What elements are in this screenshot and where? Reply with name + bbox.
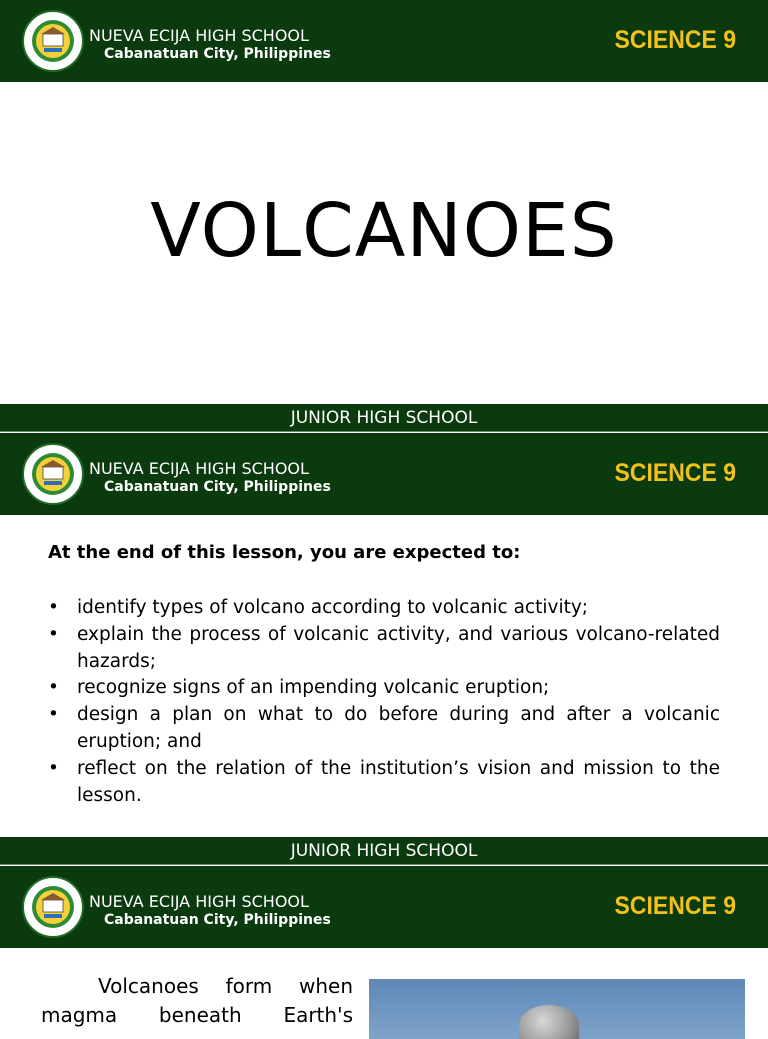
page-title: VOLCANOES <box>150 188 618 274</box>
objective-item: • design a plan on what to do before during and after a volcanic eruption; and <box>48 702 720 756</box>
volcano-photo <box>369 979 745 1039</box>
objective-item: • identify types of volcano according to volcanic activity; <box>48 595 720 622</box>
slide1-footer: JUNIOR HIGH SCHOOL <box>0 404 768 432</box>
slide2-footer: JUNIOR HIGH SCHOOL <box>0 837 768 865</box>
objectives-list <box>48 595 720 809</box>
subject-label: SCIENCE 9 <box>614 26 736 54</box>
objective-item: • recognize signs of an impending volcanic eruption; <box>48 675 720 702</box>
school-name: NUEVA ECIJA HIGH SCHOOL <box>89 892 309 911</box>
slide1-header <box>0 0 768 82</box>
objective-item: • reflect on the relation of the institution’s vision and mission to the lesson. <box>48 756 720 810</box>
school-logo-icon <box>22 10 84 72</box>
school-city: Cabanatuan City, Philippines <box>104 479 331 495</box>
slide3-header <box>0 866 768 948</box>
slide2-header <box>0 433 768 515</box>
objectives-heading: At the end of this lesson, you are expected to: <box>48 542 521 563</box>
school-city: Cabanatuan City, Philippines <box>104 912 331 928</box>
objective-item: • explain the process of volcanic activity, and various volcano-related hazards; <box>48 622 720 676</box>
school-name: NUEVA ECIJA HIGH SCHOOL <box>89 26 309 45</box>
school-logo-icon <box>22 443 84 505</box>
school-logo-icon <box>22 876 84 938</box>
ash-plume-image <box>519 1005 579 1039</box>
school-name: NUEVA ECIJA HIGH SCHOOL <box>89 459 309 478</box>
subject-label: SCIENCE 9 <box>614 892 736 920</box>
intro-paragraph: Volcanoes form when magma beneath Earth's <box>41 974 353 1027</box>
school-city: Cabanatuan City, Philippines <box>104 46 331 62</box>
subject-label: SCIENCE 9 <box>614 459 736 487</box>
